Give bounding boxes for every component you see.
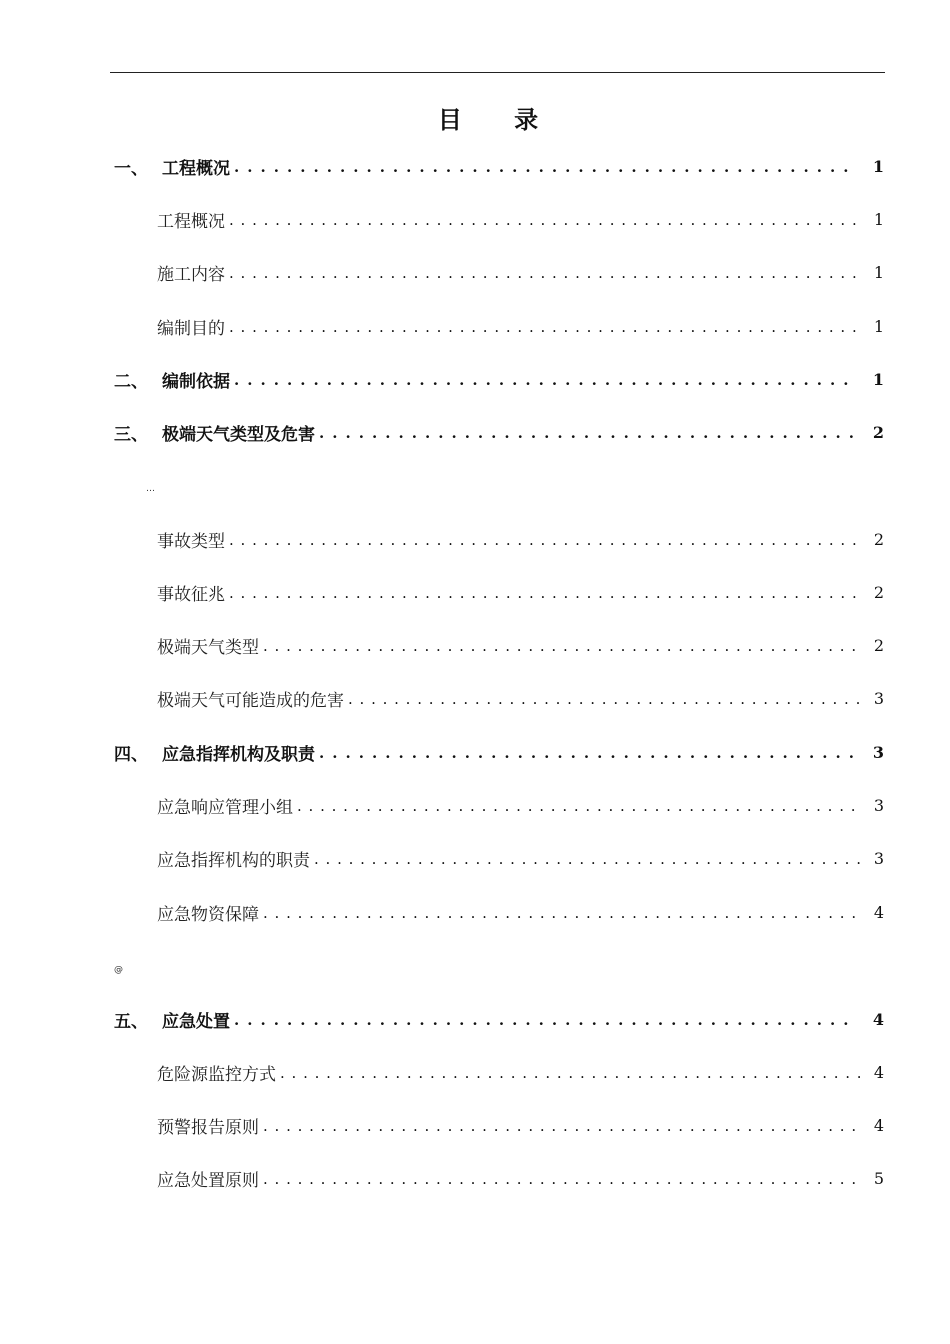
toc-entry-section-3[interactable] [114,420,884,444]
toc-entry-number: 一、 [114,158,148,178]
dot-leader [319,420,853,444]
toc-entry-label: 危险源监控方式 [157,1064,276,1084]
toc-entry-subsection[interactable] [157,314,884,338]
stray-mark: @ [114,965,123,975]
toc-entry-label: 极端天气类型 [157,637,259,657]
toc-entry-number: 五、 [114,1011,148,1031]
toc-entry-label: 工程概况 [157,211,225,231]
toc-entry-page: 4 [873,1115,884,1135]
toc-entry-page: 2 [873,529,884,549]
toc-entry-subsection[interactable] [157,527,884,551]
toc-entry-subsection[interactable] [157,1060,884,1084]
dot-leader [234,154,853,178]
toc-entry-subsection[interactable] [157,900,884,924]
toc-entry-label: 应急处置 [162,1011,230,1031]
toc-entry-label: 工程概况 [162,158,230,178]
dot-leader [280,1060,860,1084]
toc-entry-page: 1 [873,316,884,336]
toc-entry-subsection[interactable] [157,633,884,657]
toc-entry-page: 1 [873,209,884,229]
toc-entry-label: 事故征兆 [157,584,225,604]
toc-entry-page: 4 [873,902,884,922]
toc-entry-page: 3 [873,688,884,708]
dot-leader [263,900,860,924]
dot-leader [229,260,860,284]
toc-entry-number: 二、 [114,371,148,391]
toc-entry-label: 极端天气类型及危害 [162,424,315,444]
toc-entry-label: 事故类型 [157,531,225,551]
dot-leader [263,1113,860,1137]
toc-entry-page: 4 [872,1009,884,1029]
toc-entry-page: 3 [872,742,884,762]
toc-entry-label: 极端天气可能造成的危害 [157,690,344,710]
toc-entry-label: 编制目的 [157,318,225,338]
dot-leader [229,207,860,231]
toc-entry-page: 5 [873,1168,884,1188]
toc-entry-page: 1 [872,369,884,389]
toc-entry-page: 3 [873,795,884,815]
dot-leader [297,793,860,817]
dot-leader [234,367,853,391]
toc-entry-subsection[interactable] [157,793,884,817]
toc-entry-section-5[interactable] [114,1007,884,1031]
toc-title: 目 录 [437,106,561,134]
toc-entry-subsection[interactable] [157,1166,884,1190]
toc-entry-subsection[interactable] [157,207,884,231]
toc-entry-subsection[interactable] [157,846,884,870]
dot-leader [229,527,860,551]
toc-entry-section-1[interactable] [114,154,884,178]
toc-entry-label: 编制依据 [162,371,230,391]
dot-leader [348,686,860,710]
dot-leader [229,314,860,338]
header-rule [110,72,885,73]
dot-leader [263,633,860,657]
dot-leader [314,846,860,870]
toc-entry-number: 三、 [114,424,148,444]
toc-entry-section-2[interactable] [114,367,884,391]
toc-entry-label: 应急指挥机构的职责 [157,850,310,870]
toc-entry-subsection[interactable] [157,686,884,710]
toc-entry-label: 应急响应管理小组 [157,797,293,817]
toc-entry-page: 2 [872,422,884,442]
toc-entry-label: 施工内容 [157,264,225,284]
toc-entry-label: 预警报告原则 [157,1117,259,1137]
toc-entry-label: 应急物资保障 [157,904,259,924]
toc-entry-page: 1 [873,262,884,282]
toc-entry-page: 1 [872,156,884,176]
toc-entry-subsection[interactable] [157,260,884,284]
stray-mark: … [146,484,155,494]
toc-entry-number: 四、 [114,744,148,764]
toc-entry-page: 3 [873,848,884,868]
dot-leader [263,1166,860,1190]
toc-entry-page: 2 [873,582,884,602]
toc-entry-page: 2 [873,635,884,655]
toc-entry-subsection[interactable] [157,1113,884,1137]
dot-leader [319,740,853,764]
toc-entry-subsection[interactable] [157,580,884,604]
toc-entry-page: 4 [873,1062,884,1082]
dot-leader [234,1007,853,1031]
toc-entry-label: 应急处置原则 [157,1170,259,1190]
toc-entry-section-4[interactable] [114,740,884,764]
dot-leader [229,580,860,604]
toc-entry-label: 应急指挥机构及职责 [162,744,315,764]
